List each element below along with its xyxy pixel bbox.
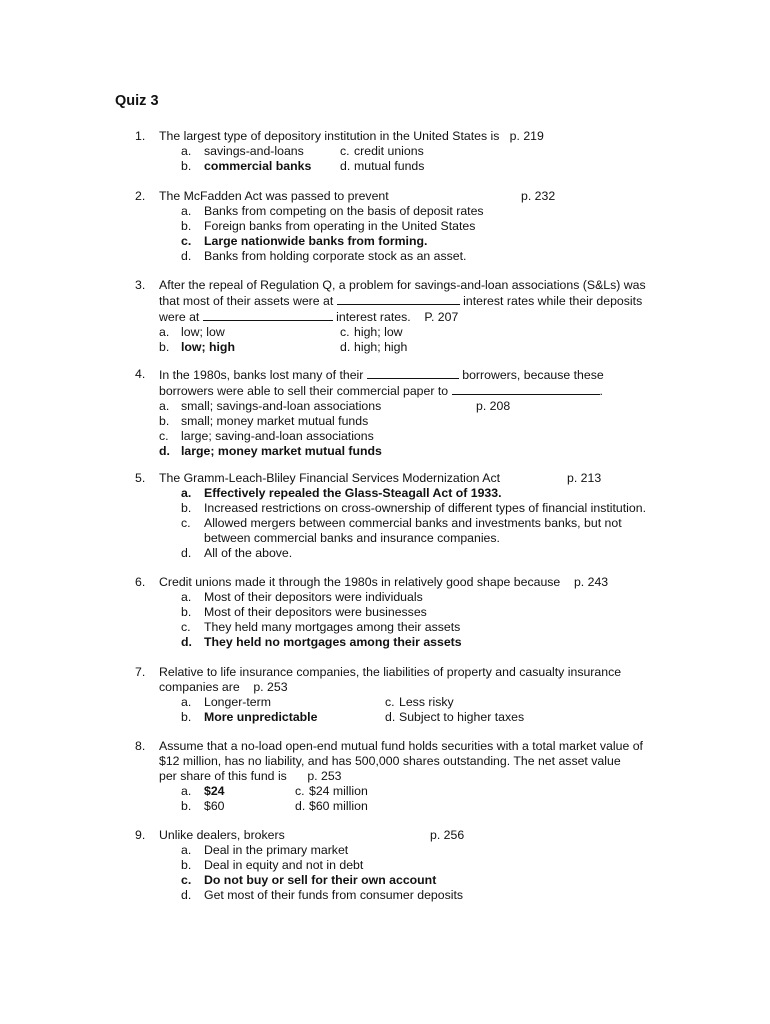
- option-text: credit unions: [354, 144, 424, 158]
- question-1: [135, 129, 675, 174]
- option-row: [135, 843, 675, 858]
- question-8: [135, 739, 675, 814]
- question-number: 2.: [135, 189, 146, 203]
- question-number: 6.: [135, 575, 146, 589]
- page-reference: p. 256: [430, 828, 465, 842]
- option-text: small; savings-and-loan associations: [181, 399, 382, 413]
- page-reference: p. 253: [253, 680, 288, 694]
- option-row: [135, 784, 675, 799]
- option-letter: c.: [340, 325, 350, 339]
- option-text: $60 million: [309, 799, 368, 813]
- option-row: [135, 234, 675, 249]
- question-number: 7.: [135, 665, 146, 679]
- option-letter: a.: [181, 590, 192, 604]
- option-letter: c.: [181, 620, 191, 634]
- question-stem: The largest type of depository institution in the United States is p. 219: [159, 129, 544, 143]
- option-letter: c.: [340, 144, 350, 158]
- option-letter: b.: [159, 340, 170, 354]
- option-row: [135, 219, 675, 234]
- option-letter: a.: [181, 784, 192, 798]
- option-letter: b.: [181, 710, 192, 724]
- question-9: [135, 828, 675, 903]
- option-letter: a.: [181, 695, 192, 709]
- question-stem: The McFadden Act was passed to prevent: [159, 189, 389, 203]
- option-letter: b.: [181, 159, 192, 173]
- option-text: high; high: [354, 340, 408, 354]
- option-letter: d.: [181, 249, 192, 263]
- question-4: [135, 367, 675, 459]
- option-text-continued: between commercial banks and insurance companies.: [204, 531, 500, 545]
- option-row: [135, 340, 675, 355]
- question-number: 9.: [135, 828, 146, 842]
- option-letter: a.: [159, 399, 170, 413]
- quiz-title: Quiz 3: [115, 93, 159, 109]
- question-stem-line: In the 1980s, banks lost many of their borrowers, because these: [159, 368, 604, 382]
- question-number: 1.: [135, 129, 146, 143]
- option-letter: a.: [181, 204, 192, 218]
- option-text: low; low: [181, 325, 225, 339]
- option-letter: b.: [181, 858, 192, 872]
- question-6: [135, 575, 675, 650]
- page-reference: p. 232: [521, 189, 556, 203]
- option-text: $24 million: [309, 784, 368, 798]
- option-text: $60: [204, 799, 225, 813]
- correct-option-text: commercial banks: [204, 159, 312, 173]
- correct-option-text: They held no mortgages among their assets: [204, 635, 462, 649]
- option-row: [135, 799, 675, 814]
- question-stem-line: Relative to life insurance companies, the liabilities of property and casualty insurance: [159, 665, 622, 679]
- option-letter: d.: [159, 444, 170, 458]
- option-row: [135, 873, 675, 888]
- option-row: [135, 710, 675, 725]
- option-letter: d.: [385, 710, 396, 724]
- question-stem: Credit unions made it through the 1980s in relatively good shape because p. 243: [159, 575, 609, 589]
- option-text: Deal in the primary market: [204, 843, 349, 857]
- question-2: [135, 189, 675, 264]
- question-stem-line: per share of this fund is p. 253: [159, 769, 342, 783]
- option-row: [135, 444, 675, 459]
- correct-option-text: Effectively repealed the Glass-Steagall Act of 1933.: [204, 486, 502, 500]
- question-stem-line: that most of their assets were at interest rates while their deposits: [159, 294, 643, 308]
- option-text: high; low: [354, 325, 403, 339]
- question-stem-line: $12 million, has no liability, and has 500,000 shares outstanding. The net asset value: [159, 754, 621, 768]
- question-number: 5.: [135, 471, 146, 485]
- correct-option-text: large; money market mutual funds: [181, 444, 382, 458]
- option-row: [135, 620, 675, 635]
- page-reference: p. 213: [567, 471, 602, 485]
- option-letter: b.: [181, 219, 192, 233]
- question-7: [135, 665, 675, 725]
- option-letter: a.: [181, 486, 192, 500]
- option-text: Most of their depositors were individuals: [204, 590, 423, 604]
- option-letter: c.: [159, 429, 169, 443]
- option-letter: a.: [159, 325, 170, 339]
- option-row: [135, 159, 675, 174]
- option-letter: b.: [181, 799, 192, 813]
- option-letter: c.: [181, 873, 192, 887]
- option-letter: c.: [181, 516, 191, 530]
- question-5: [135, 471, 675, 561]
- answer-blank: [203, 309, 333, 321]
- option-row: [135, 858, 675, 873]
- question-stem-line: borrowers were able to sell their commercial paper to .: [159, 384, 603, 398]
- option-letter: d.: [340, 340, 351, 354]
- option-text: Banks from competing on the basis of deposit rates: [204, 204, 484, 218]
- option-text: Increased restrictions on cross-ownership of different types of financial institution.: [204, 501, 646, 515]
- option-row: [135, 888, 675, 903]
- question-number: 4.: [135, 367, 146, 381]
- page-reference: p. 208: [476, 399, 511, 413]
- option-letter: c.: [385, 695, 395, 709]
- option-text: Longer-term: [204, 695, 271, 709]
- option-row: [135, 414, 675, 429]
- correct-option-text: More unpredictable: [204, 710, 318, 724]
- option-row: [135, 486, 675, 501]
- option-letter: a.: [181, 144, 192, 158]
- page-reference: P. 207: [424, 310, 459, 324]
- page-reference: p. 253: [307, 769, 342, 783]
- option-letter: a.: [181, 843, 192, 857]
- option-row: [135, 144, 675, 159]
- option-text: Subject to higher taxes: [399, 710, 525, 724]
- option-letter: c.: [181, 234, 192, 248]
- question-stem: The Gramm-Leach-Bliley Financial Services Modernization Act: [159, 471, 501, 485]
- option-text: Get most of their funds from consumer deposits: [204, 888, 464, 902]
- option-row: [135, 635, 675, 650]
- question-stem-line: companies are p. 253: [159, 680, 288, 694]
- question-stem-line: After the repeal of Regulation Q, a problem for savings-and-loan associations (S&Ls) was: [159, 278, 646, 292]
- option-row: [135, 399, 675, 414]
- option-text: Most of their depositors were businesses: [204, 605, 427, 619]
- question-number: 8.: [135, 739, 146, 753]
- option-text: Deal in equity and not in debt: [204, 858, 364, 872]
- option-row: [135, 605, 675, 620]
- correct-option-text: low; high: [181, 340, 235, 354]
- answer-blank: [452, 383, 600, 395]
- option-row: [135, 516, 675, 531]
- option-letter: d.: [181, 888, 192, 902]
- correct-option-text: $24: [204, 784, 225, 798]
- option-text: Banks from holding corporate stock as an asset.: [204, 249, 467, 263]
- option-text: Allowed mergers between commercial banks and investments banks, but not: [204, 516, 622, 530]
- question-stem-line: Assume that a no-load open-end mutual fund holds securities with a total market value of: [159, 739, 643, 753]
- option-letter: d.: [340, 159, 351, 173]
- option-row: [135, 695, 675, 710]
- option-row: [135, 501, 675, 516]
- page-reference: p. 243: [573, 575, 609, 589]
- option-letter: d.: [295, 799, 306, 813]
- option-text: small; money market mutual funds: [181, 414, 369, 428]
- option-letter: b.: [159, 414, 170, 428]
- answer-blank: [367, 367, 459, 379]
- option-row: [135, 204, 675, 219]
- option-text: large; saving-and-loan associations: [181, 429, 374, 443]
- option-letter: b.: [181, 605, 192, 619]
- option-row: [135, 325, 675, 340]
- option-row: [135, 531, 675, 546]
- option-letter: d.: [181, 635, 192, 649]
- option-row: [135, 546, 675, 561]
- option-text: They held many mortgages among their assets: [204, 620, 461, 634]
- question-3: [135, 278, 675, 355]
- page-reference: p. 219: [509, 129, 544, 143]
- option-letter: b.: [181, 501, 192, 515]
- question-stem: Unlike dealers, brokers: [159, 828, 285, 842]
- answer-blank: [337, 293, 460, 305]
- option-text: mutual funds: [354, 159, 425, 173]
- option-text: savings-and-loans: [204, 144, 304, 158]
- option-text: Less risky: [399, 695, 454, 709]
- question-number: 3.: [135, 278, 146, 292]
- correct-option-text: Large nationwide banks from forming.: [204, 234, 428, 248]
- option-row: [135, 429, 675, 444]
- option-row: [135, 590, 675, 605]
- correct-option-text: Do not buy or sell for their own account: [204, 873, 437, 887]
- option-text: Foreign banks from operating in the United States: [204, 219, 476, 233]
- option-letter: d.: [181, 546, 192, 560]
- question-stem-line: were at interest rates. P. 207: [159, 310, 459, 324]
- option-letter: c.: [295, 784, 305, 798]
- option-row: [135, 249, 675, 264]
- option-text: All of the above.: [204, 546, 293, 560]
